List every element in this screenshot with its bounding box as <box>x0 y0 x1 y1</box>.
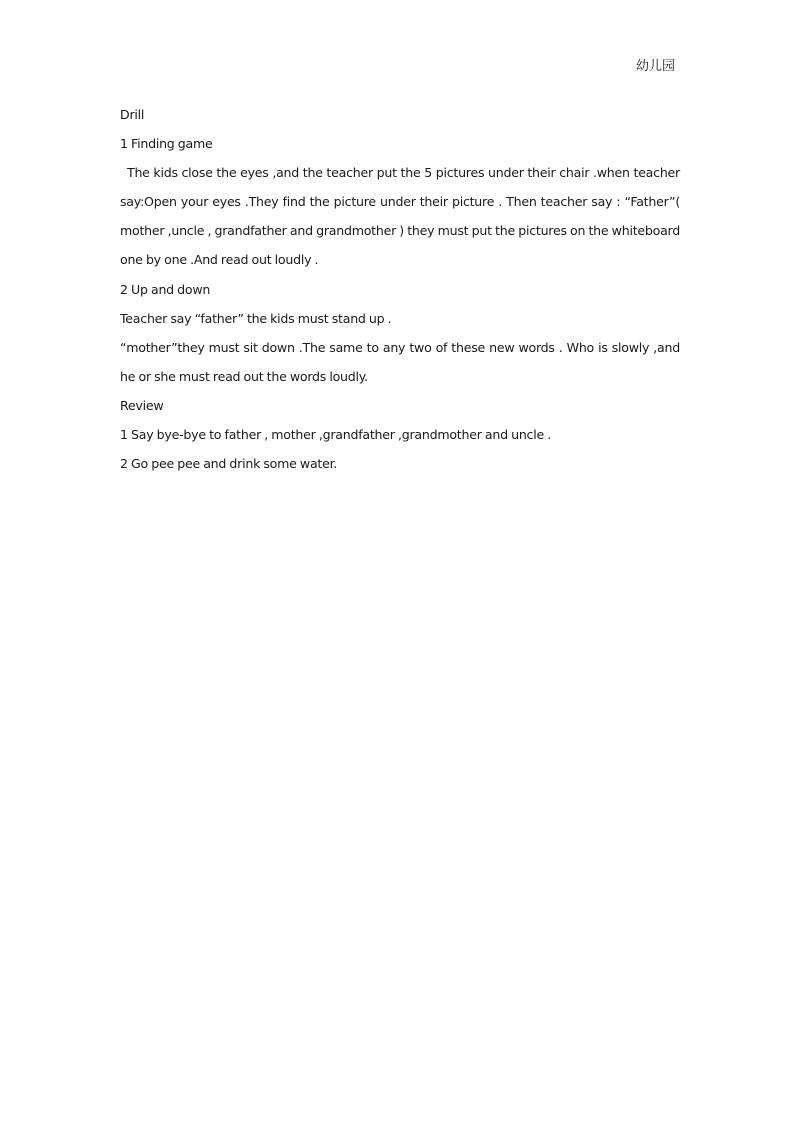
review-item-1: 1 Say bye-bye to father , mother ,grandfather ,grandmother and uncle . <box>120 427 551 443</box>
page-header: 幼儿园 <box>635 59 675 74</box>
up-down-paragraph: “mother”they must sit down .The same to any two of these new words . Who is slowly ,and he or she must read out the words loudly. <box>120 339 680 384</box>
drill-heading: Drill <box>120 107 145 122</box>
up-down-line-1: Teacher say “father” the kids must stand up . <box>120 310 392 326</box>
finding-game-heading: 1 Finding game <box>120 136 213 152</box>
review-heading: Review <box>120 397 164 413</box>
document-body <box>120 100 680 478</box>
review-item-2: 2 Go pee pee and drink some water. <box>120 456 338 472</box>
finding-game-paragraph: The kids close the eyes ,and the teacher put the 5 pictures under their chair .when teacher say:Open your eyes .They find the picture under their picture . Then teacher say : “Father”( mother ,uncle , grandfather and grandmother ) they must put the pictures on the whiteboard one by one .And read out loudly . <box>120 165 680 268</box>
up-down-heading: 2 Up and down <box>120 281 211 297</box>
